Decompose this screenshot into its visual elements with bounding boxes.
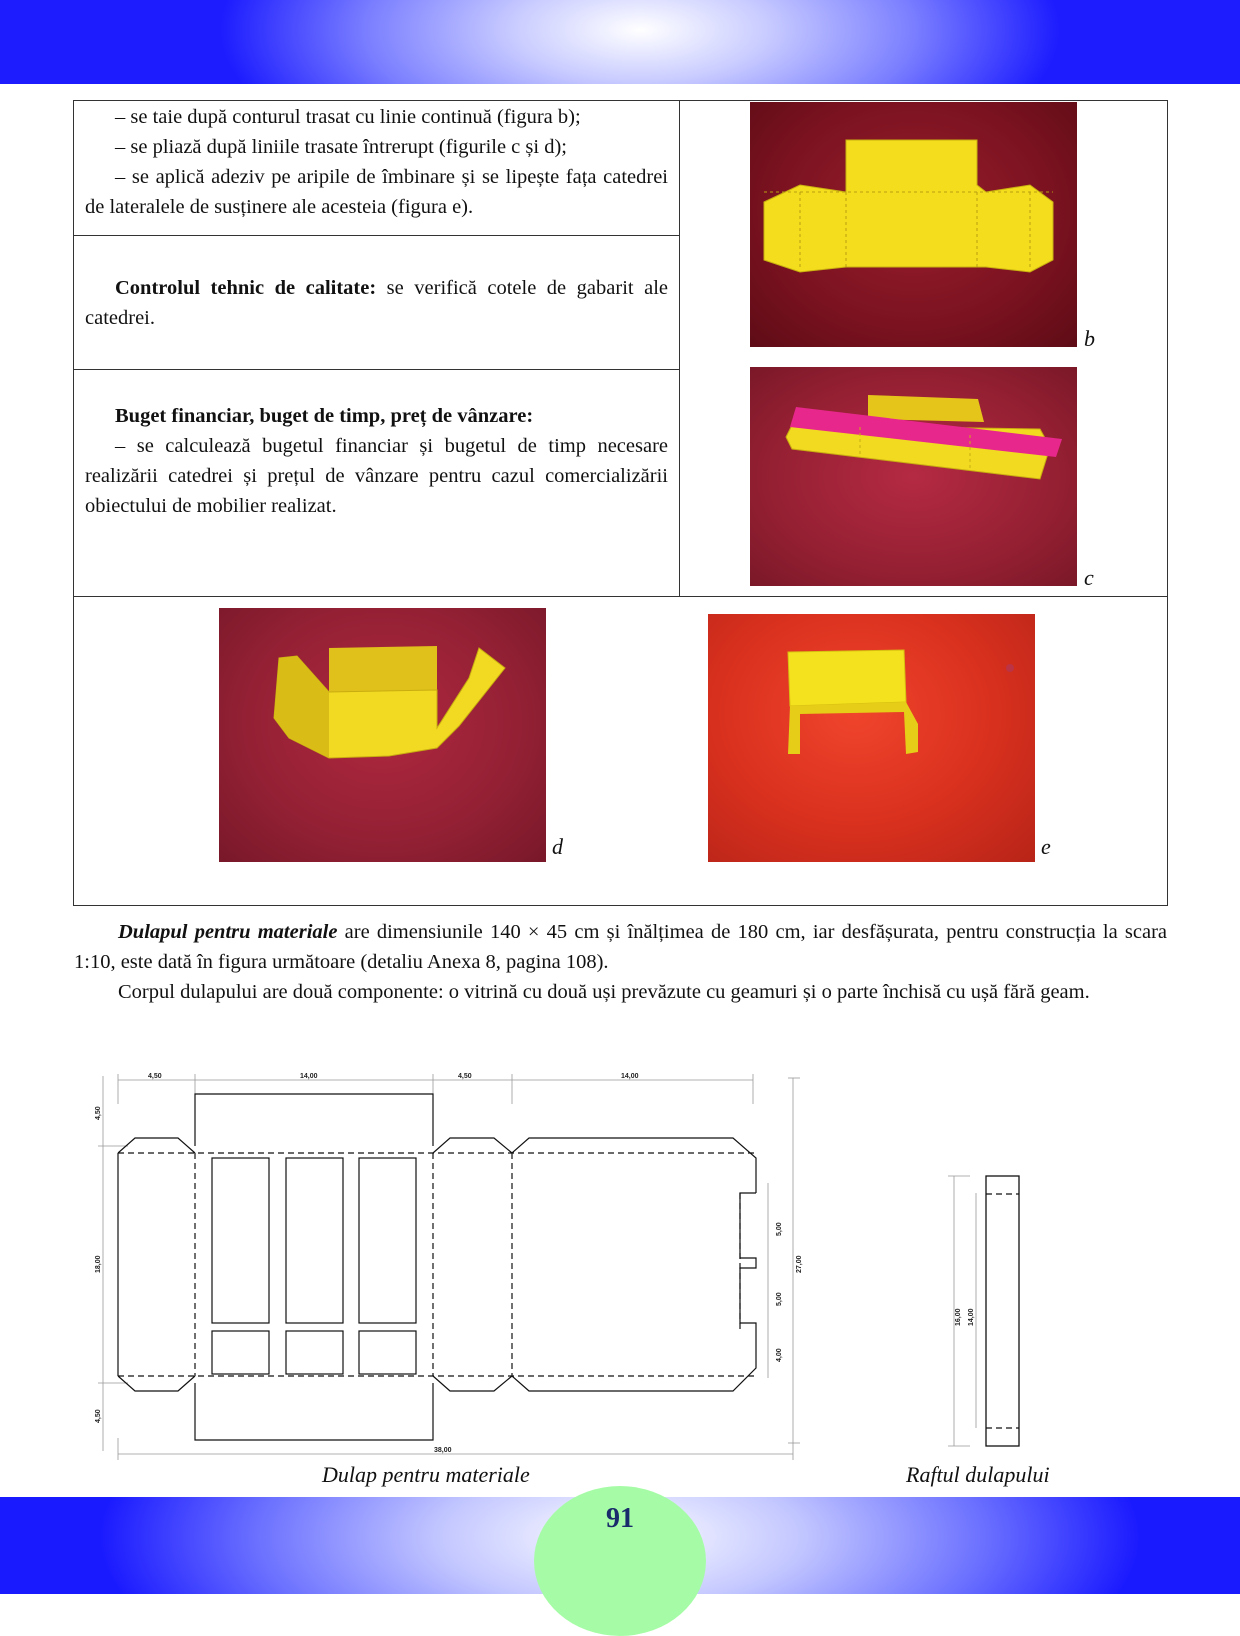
dim-right-total: 27,00 (796, 1255, 803, 1273)
cabinet-net-drawing (88, 1068, 828, 1460)
figure-label-d: d (552, 834, 563, 859)
table-row-divider (73, 235, 679, 236)
dim-top-3: 4,50 (458, 1073, 472, 1080)
step-fold: – se pliază după liniile trasate întrerupt (figurile c și d); (115, 136, 567, 158)
photo-d-folded-sides (219, 608, 546, 862)
caption-cabinet: Dulap pentru materiale (322, 1462, 530, 1487)
quality-text: se verifică cotele de gabarit ale catedrei. (85, 277, 668, 329)
quality-paragraph (85, 273, 668, 333)
dim-left-1: 4,50 (95, 1106, 102, 1120)
table-row-divider (73, 596, 1167, 597)
step-glue: – se aplică adeziv pe aripile de îmbinare și se lipește fața catedrei de lateralele de susținere ale acesteia (figura e). (85, 166, 668, 218)
shelf-dim-inner: 14,00 (968, 1308, 975, 1326)
figure-label-b: b (1084, 326, 1095, 351)
dim-left-3: 4,50 (95, 1409, 102, 1423)
shelf-dim-outer: 16,00 (955, 1308, 962, 1326)
dim-right-3: 4,00 (776, 1348, 783, 1362)
body-paragraph-1 (74, 917, 1167, 977)
dim-right-1: 5,00 (776, 1222, 783, 1236)
photo-c-folding-with-ruler (750, 367, 1077, 586)
dim-bottom-total: 38,00 (434, 1447, 452, 1454)
page-number: 91 (606, 1503, 634, 1534)
caption-shelf: Raftul dulapului (906, 1462, 1050, 1487)
budget-title: Buget financiar, buget de timp, preț de vânzare: (115, 405, 534, 427)
paragraph-1-text: are dimensiunile 140 × 45 cm și înălțimea de 180 cm, iar desfășurata, pentru construcția la scara 1:10, este dată în figura următoare (detaliu Anexa 8, pagina 108). (74, 921, 1167, 973)
paragraph-2-text: Corpul dulapului are două componente: o vitrină cu două uși prevăzute cu geamuri și o parte închisă cu ușă fără geam. (118, 981, 1090, 1003)
steps-cell (85, 102, 668, 222)
quality-cell (85, 273, 668, 333)
figure-label-c: c (1084, 565, 1094, 590)
table-column-divider (679, 100, 680, 596)
figure-label-e: e (1041, 834, 1051, 859)
body-paragraph-2 (74, 977, 1167, 1007)
table-row-divider (73, 369, 679, 370)
dim-left-2: 18,00 (95, 1255, 102, 1273)
dim-top-1: 4,50 (148, 1073, 162, 1080)
quality-label: Controlul tehnic de calitate: (115, 277, 377, 299)
cabinet-term: Dulapul pentru materiale (118, 921, 338, 943)
budget-text: – se calculează bugetul financiar și bugetul de timp necesare realizării catedrei și prețul de vânzare pentru cazul comercializării obiectului de mobilier realizat. (85, 435, 668, 517)
dim-right-2: 5,00 (776, 1292, 783, 1306)
dim-top-2: 14,00 (300, 1073, 318, 1080)
header-band (0, 0, 1240, 84)
shelf-drawing (940, 1168, 1050, 1458)
dim-top-4: 14,00 (621, 1073, 639, 1080)
budget-cell (85, 401, 668, 521)
step-cut: – se taie după conturul trasat cu linie continuă (figura b); (115, 106, 581, 128)
photo-b-flat-cutout (750, 102, 1077, 347)
photo-e-assembled-desk (708, 614, 1035, 862)
